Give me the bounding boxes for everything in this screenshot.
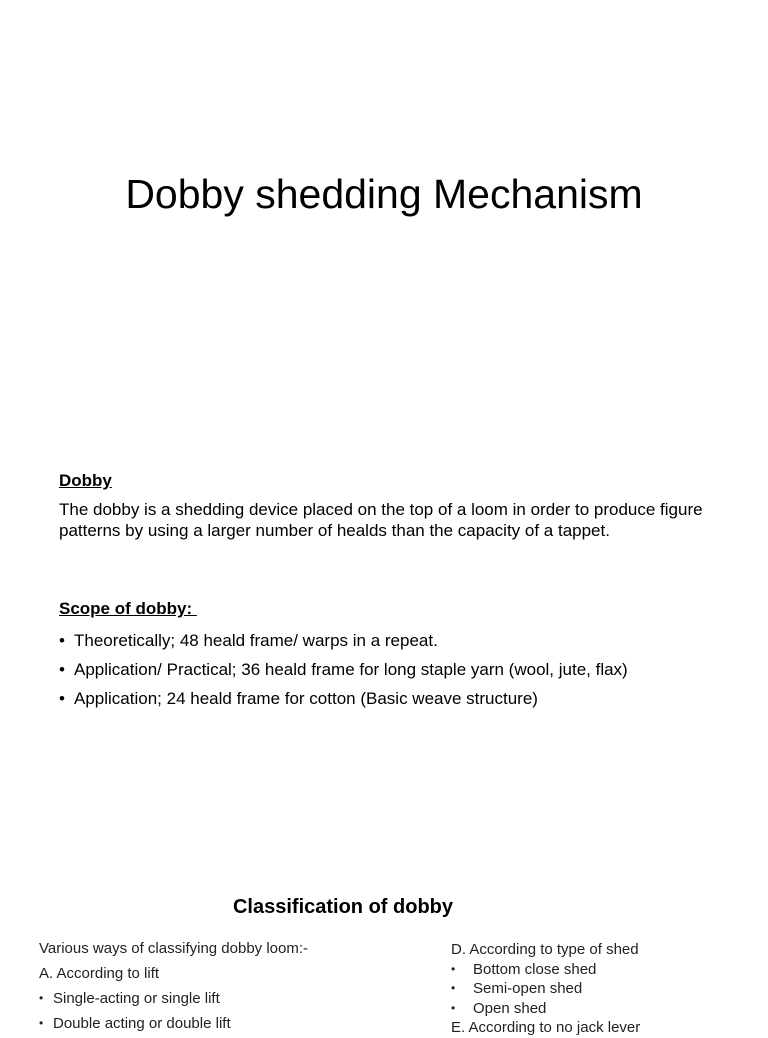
- bullet-icon: •: [39, 991, 44, 1005]
- classification-left-column: [39, 936, 399, 1036]
- list-item: [451, 999, 761, 1019]
- classification-slide: [0, 870, 768, 1036]
- group-d-heading: D. According to type of shed: [451, 941, 639, 958]
- bullet-icon: •: [59, 631, 65, 650]
- dobby-definition-paragraph: The dobby is a shedding device placed on the top of a loom in order to produce figure patterns by using a larger number of healds than the capacity of a tappet.: [59, 500, 703, 540]
- bullet-icon: •: [59, 689, 65, 708]
- scope-bullet-list: [59, 626, 749, 713]
- list-item-text: Bottom close shed: [473, 960, 597, 978]
- dobby-heading: Dobby: [59, 471, 112, 490]
- classification-heading: Classification of dobby: [232, 896, 454, 918]
- bullet-icon: •: [39, 1016, 44, 1030]
- bullet-icon: •: [451, 1000, 456, 1015]
- list-item-text: Semi-open shed: [473, 980, 583, 997]
- scope-bullet-text: Theoretically; 48 heald frame/ warps in a repeat.: [74, 631, 438, 650]
- scope-bullet-item: [59, 626, 749, 655]
- title-slide: [0, 0, 768, 440]
- scope-bullet-text: Application/ Practical; 36 heald frame for long staple yarn (wool, jute, flax): [74, 660, 628, 679]
- group-a-heading: A. According to lift: [39, 965, 160, 982]
- scope-bullet-text: Application; 24 heald frame for cotton (Basic weave structure): [74, 689, 538, 708]
- classification-right-column: [451, 940, 761, 1038]
- scope-bullet-item: [59, 684, 749, 713]
- dobby-definition-slide: [0, 440, 768, 870]
- group-e-heading: E. According to no jack lever: [451, 1019, 641, 1036]
- classification-intro: Various ways of classifying dobby loom:-: [39, 940, 309, 957]
- scope-heading: Scope of dobby:: [59, 599, 197, 618]
- list-item: [39, 986, 399, 1011]
- list-item-text: Open shed: [473, 999, 547, 1017]
- slide-title: Dobby shedding Mechanism: [125, 171, 643, 217]
- scope-bullet-item: [59, 655, 749, 684]
- bullet-icon: •: [451, 981, 456, 995]
- list-item-text: Single-acting or single lift: [53, 990, 220, 1007]
- list-item: [451, 960, 761, 980]
- bullet-icon: •: [451, 961, 456, 976]
- list-item: [451, 979, 761, 999]
- list-item-text: Double acting or double lift: [53, 1015, 231, 1032]
- bullet-icon: •: [59, 660, 65, 679]
